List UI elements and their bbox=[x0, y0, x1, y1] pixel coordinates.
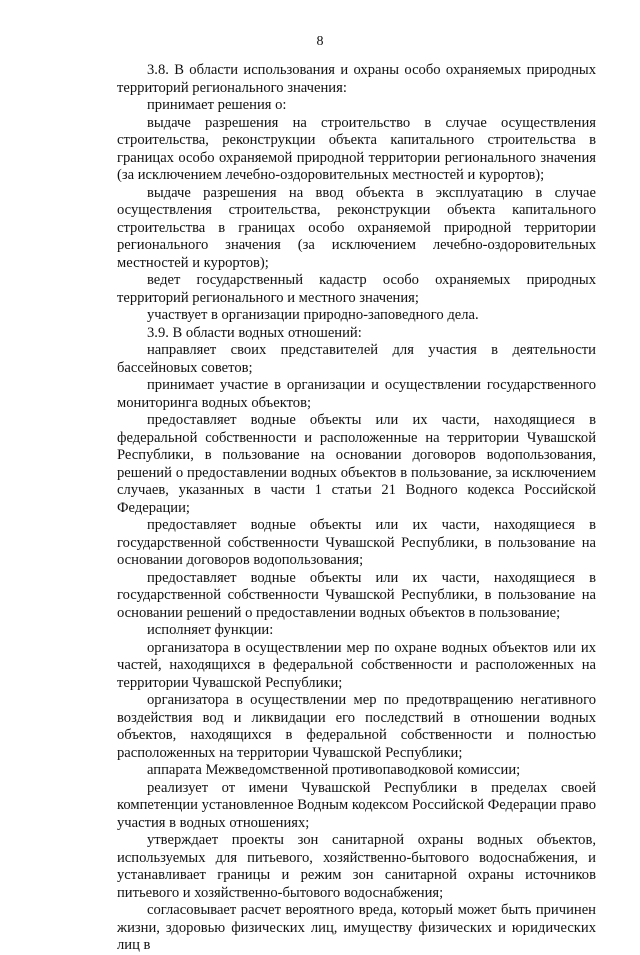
paragraph: принимает участие в организации и осуществлении государственного мониторинга водных объектов; bbox=[117, 377, 596, 411]
paragraph: предоставляет водные объекты или их части, находящиеся в государственной собственности Чувашской Республики, в пользование на основании договоров водопользования; bbox=[117, 517, 596, 568]
paragraph: направляет своих представителей для участия в деятельности бассейновых советов; bbox=[117, 342, 596, 376]
paragraph: исполняет функции: bbox=[147, 622, 274, 638]
paragraph: реализует от имени Чувашской Республики в пределах своей компетенции установленное Водным кодексом Российской Федерации право участия в водных отношениях; bbox=[117, 779, 596, 831]
paragraph: участвует в организации природно-заповедного дела. bbox=[147, 307, 479, 323]
paragraph-3-8-heading: 3.8. В области использования и охраны особо охраняемых природных территорий регионального значения: bbox=[117, 62, 596, 96]
paragraph: выдаче разрешения на строительство в случае осуществления строительства, реконструкции объекта капитального строительства в границах особо охраняемой природной территории регионального значения (за исключением лечебно-оздоровительных местностей и курортов); bbox=[117, 114, 596, 183]
paragraph-3-9-heading: 3.9. В области водных отношений: bbox=[147, 324, 362, 341]
document-body bbox=[117, 62, 596, 955]
paragraph: утверждает проекты зон санитарной охраны водных объектов, используемых для питьевого, хозяйственно-бытового водоснабжения, и устанавливает границы и режим зон санитарной охраны источников питьевого и хозяйственно-бытового водоснабжения; bbox=[117, 832, 596, 901]
paragraph: принимает решения о: bbox=[147, 97, 287, 113]
paragraph: организатора в осуществлении мер по охране водных объектов или их частей, находящихся в федеральной собственности и расположенных на территории Чувашской Республики; bbox=[117, 639, 596, 691]
paragraph: предоставляет водные объекты или их части, находящиеся в федеральной собственности и расположенные на территории Чувашской Республики, в пользование на основании договоров водопользования, решений о предоставлении водных объектов в пользование, за исключением случаев, указанных в части 1 статьи 21 Водного кодекса Российской Федерации; bbox=[117, 412, 596, 516]
paragraph: ведет государственный кадастр особо охраняемых природных территорий регионального и местного значения; bbox=[117, 272, 596, 306]
paragraph: выдаче разрешения на ввод объекта в эксплуатацию в случае осуществления строительства, реконструкции объекта капитального строительства в границах особо охраняемой природной территории регионального значения (за исключением лечебно-оздоровительных местностей и курортов); bbox=[117, 184, 596, 271]
page-number: 8 bbox=[316, 34, 324, 49]
paragraph: согласовывает расчет вероятного вреда, который может быть причинен жизни, здоровью физических лиц, имуществу физических и юридических лиц в bbox=[117, 902, 596, 953]
paragraph: аппарата Межведомственной противопаводковой комиссии; bbox=[147, 762, 521, 778]
paragraph: предоставляет водные объекты или их части, находящиеся в государственной собственности Чувашской Республики, в пользование на основании решений о предоставлении водных объектов в пользование; bbox=[117, 569, 596, 621]
paragraph: организатора в осуществлении мер по предотвращению негативного воздействия вод и ликвидации его последствий в отношении водных объектов, находящихся в федеральной собственности и полностью расположенных на территории Чувашской Республики; bbox=[117, 692, 596, 761]
